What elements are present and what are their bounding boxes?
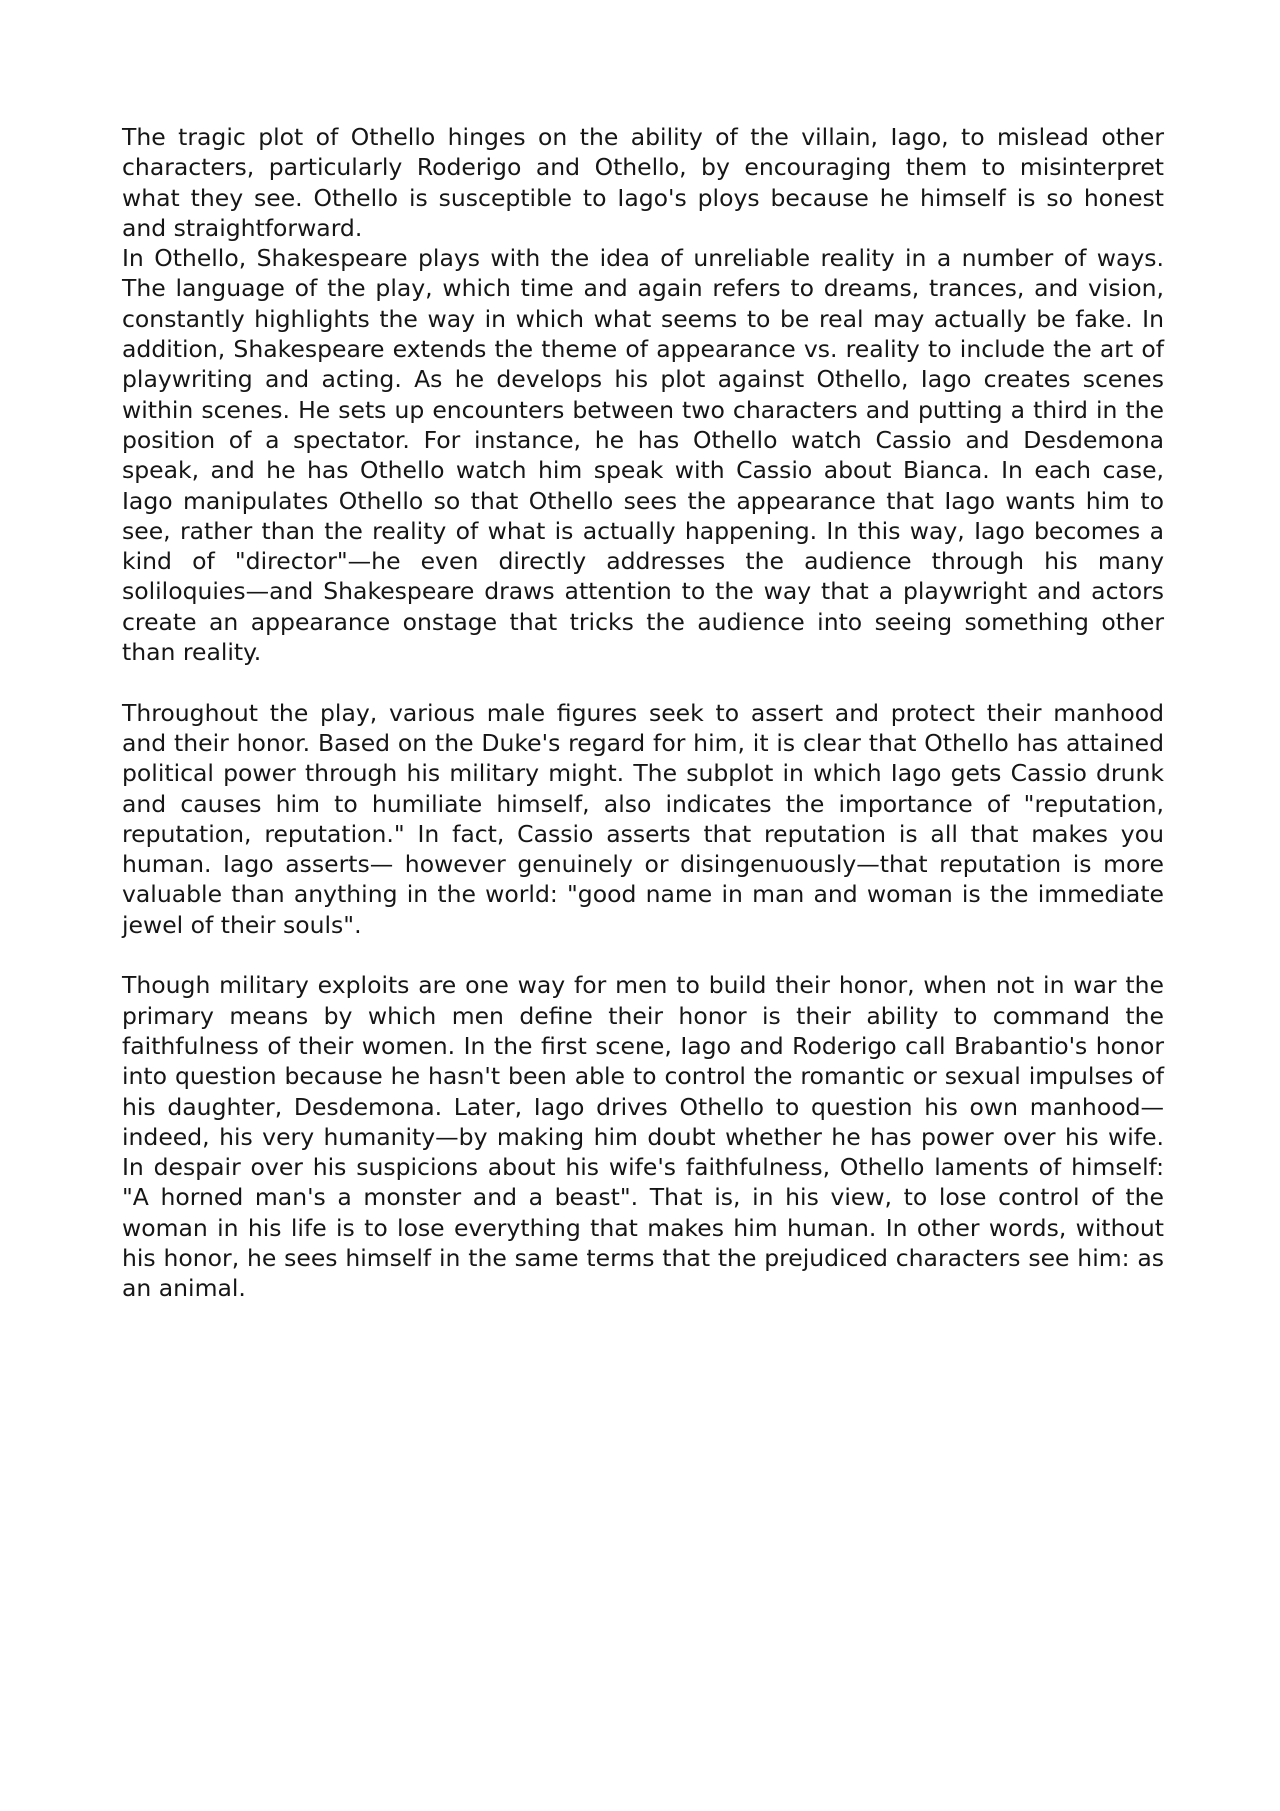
paragraph-faithfulness: Though military exploits are one way for men to build their honor, when not in war the primary means by which men define their honor is their ability to command the faithfulness of their women. In the first scene, Iago and Roderigo call Brabantio's honor into question because he hasn't been able to control the romantic or sexual impulses of his daughter, Desdemona. Later, Iago drives Othello to question his own manhood— indeed, his very humanity—by making him doubt whether he has power over his wife. In despair over his suspicions about his wife's faithfulness, Othello laments of himself: "A horned man's a monster and a beast". That is, in his view, to lose control of the woman in his life is to lose everything that makes him human. In other words, without his honor, he sees himself in the same terms that the prejudiced characters see him: as an animal. [122, 971, 1164, 1303]
document-body [122, 122, 1164, 1304]
paragraph-iago-plot: The tragic plot of Othello hinges on the ability of the villain, Iago, to mislead other characters, particularly Roderigo and Othello, by encouraging them to misinterpret what they see. Othello is susceptible to Iago's ploys because he himself is so honest and straightforward. [122, 123, 1164, 242]
paragraph-manhood-honor: Throughout the play, various male figures seek to assert and protect their manhood and their honor. Based on the Duke's regard for him, it is clear that Othello has attained political power through his military might. The subplot in which Iago gets Cassio drunk and causes him to humiliate himself, also indicates the importance of "reputation, reputation, reputation." In fact, Cassio asserts that reputation is all that makes you human. Iago asserts— however genuinely or disingenuously—that reputation is more valuable than anything in the world: "good name in man and woman is the immediate jewel of their souls". [122, 698, 1164, 939]
paragraph-unreliable-reality: In Othello, Shakespeare plays with the idea of unreliable reality in a number of ways. The language of the play, which time and again refers to dreams, trances, and vision, constantly highlights the way in which what seems to be real may actually be fake. In addition, Shakespeare extends the theme of appearance vs. reality to include the art of playwriting and acting. As he develops his plot against Othello, Iago creates scenes within scenes. He sets up encounters between two characters and putting a third in the position of a spectator. For instance, he has Othello watch Cassio and Desdemona speak, and he has Othello watch him speak with Cassio about Bianca. In each case, Iago manipulates Othello so that Othello sees the appearance that Iago wants him to see, rather than the reality of what is actually happening. In this way, Iago becomes a kind of "director"—he even directly addresses the audience through his many soliloquies—and Shakespeare draws attention to the way that a playwright and actors create an appearance onstage that tricks the audience into seeing something other than reality. [122, 244, 1164, 667]
